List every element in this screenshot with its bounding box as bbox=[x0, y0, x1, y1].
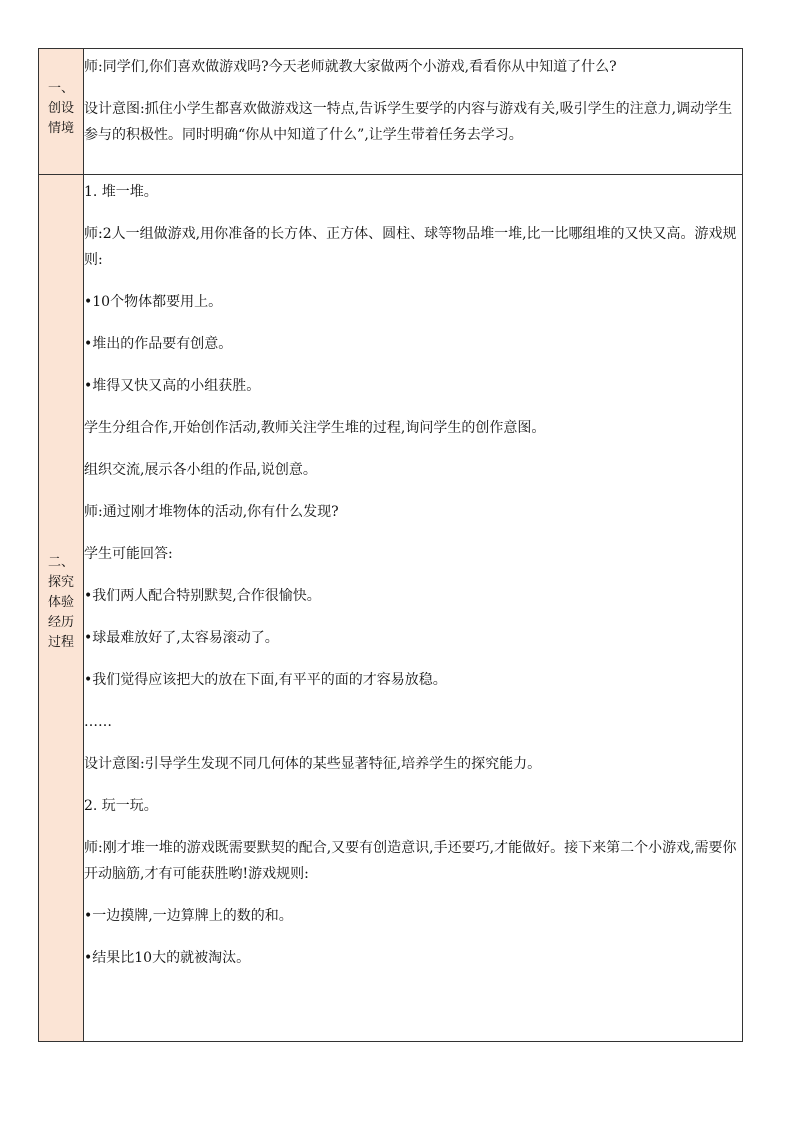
label-line: 体验 bbox=[47, 595, 74, 610]
label-line: 情境 bbox=[47, 121, 74, 136]
row-label-situation bbox=[39, 49, 83, 139]
label-line: 过程 bbox=[47, 635, 74, 650]
ellipsis: …… bbox=[84, 714, 112, 730]
row-label-explore bbox=[39, 175, 83, 653]
paragraph: 2. 玩一玩。 bbox=[84, 798, 158, 814]
paragraph: 设计意图:抓住小学生都喜欢做游戏这一特点,告诉学生要学的内容与游戏有关,吸引学生的注意力,调动学生参与的积极性。同时明确“你从中知道了什么”,让学生带着任务去学习。 bbox=[84, 101, 733, 143]
label-line: 经历 bbox=[47, 615, 74, 630]
row-situation bbox=[39, 49, 743, 175]
paragraph: 师:同学们,你们喜欢做游戏吗?今天老师就教大家做两个小游戏,看看你从中知道了什么? bbox=[84, 59, 617, 75]
row-content-situation bbox=[84, 49, 743, 175]
lesson-plan-table bbox=[38, 48, 743, 1042]
bullet-item: •堆出的作品要有创意。 bbox=[84, 336, 233, 352]
paragraph: 师:刚才堆一堆的游戏既需要默契的配合,又要有创造意识,手还要巧,才能做好。接下来第二个小游戏,需要你开动脑筋,才有可能获胜哟!游戏规则: bbox=[84, 840, 737, 882]
paragraph: 组织交流,展示各小组的作品,说创意。 bbox=[84, 462, 317, 478]
row-content-explore bbox=[84, 175, 743, 1042]
bullet-item: •我们觉得应该把大的放在下面,有平平的面的才容易放稳。 bbox=[84, 672, 447, 688]
bullet-item: •堆得又快又高的小组获胜。 bbox=[84, 378, 261, 394]
row-header-situation bbox=[39, 49, 84, 175]
row-explore bbox=[39, 175, 743, 1042]
label-line: 一、 bbox=[47, 81, 74, 96]
bullet-item: •球最难放好了,太容易滚动了。 bbox=[84, 630, 279, 646]
paragraph: 学生可能回答: bbox=[84, 546, 173, 562]
paragraph: 师:通过刚才堆物体的活动,你有什么发现? bbox=[84, 504, 339, 520]
paragraph: 设计意图:引导学生发现不同几何体的某些显著特征,培养学生的探究能力。 bbox=[84, 756, 542, 772]
paragraph: 学生分组合作,开始创作活动,教师关注学生堆的过程,询问学生的创作意图。 bbox=[84, 420, 546, 436]
row-header-explore bbox=[39, 175, 84, 1042]
paragraph: 师:2人一组做游戏,用你准备的长方体、正方体、圆柱、球等物品堆一堆,比一比哪组堆的又快又高。游戏规则: bbox=[84, 226, 737, 268]
label-line: 创设 bbox=[47, 101, 74, 116]
bullet-item: •结果比10大的就被淘汰。 bbox=[84, 950, 251, 966]
bullet-item: •一边摸牌,一边算牌上的数的和。 bbox=[84, 908, 293, 924]
bullet-item: •我们两人配合特别默契,合作很愉快。 bbox=[84, 588, 321, 604]
bullet-item: •10个物体都要用上。 bbox=[84, 294, 223, 310]
label-line: 二、 bbox=[47, 555, 74, 570]
paragraph: 1. 堆一堆。 bbox=[84, 184, 158, 200]
label-line: 探究 bbox=[47, 575, 74, 590]
